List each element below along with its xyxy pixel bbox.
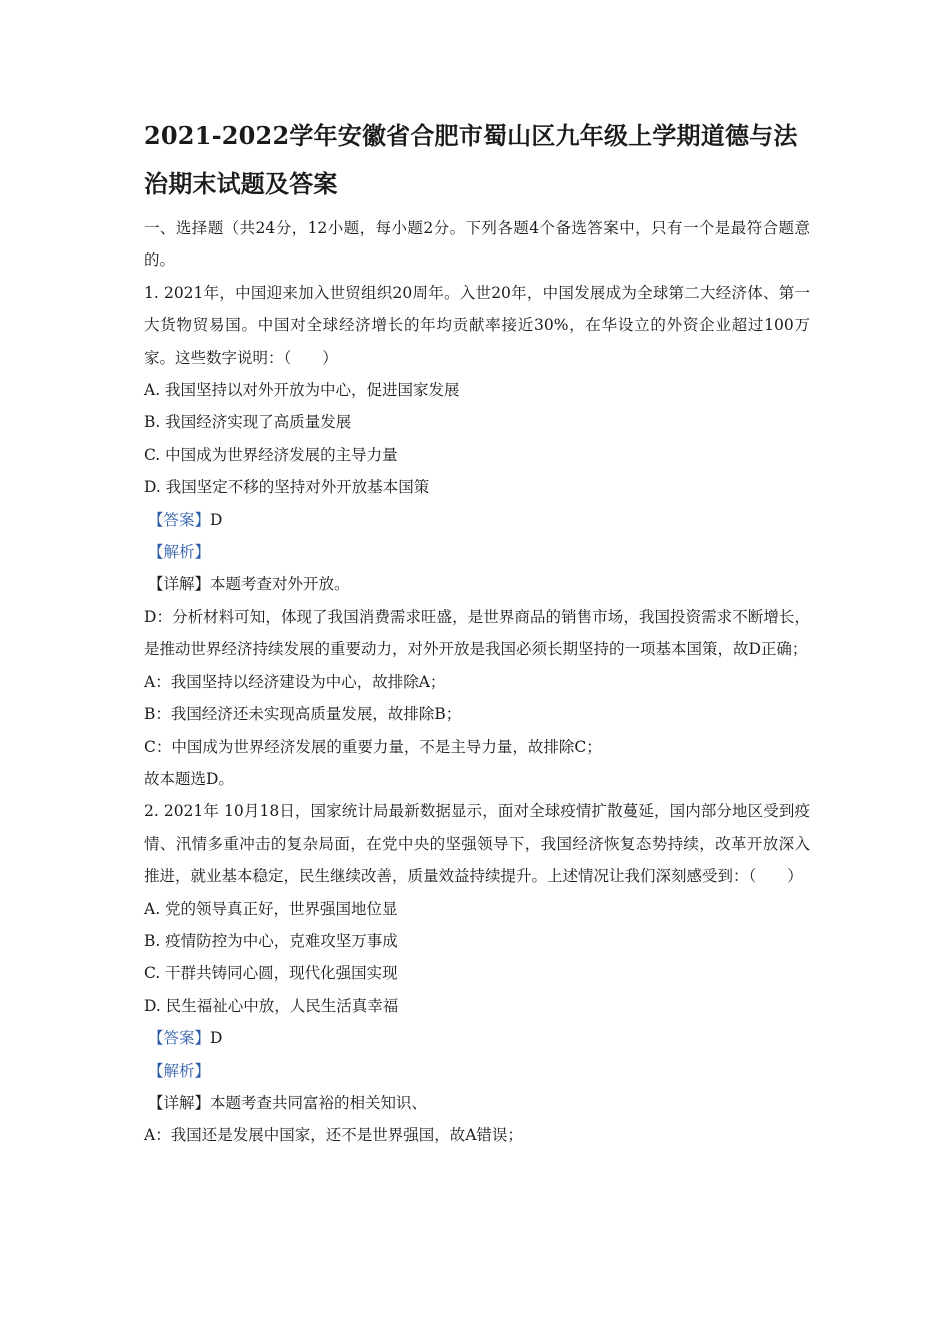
document-page	[144, 112, 810, 1152]
q1-analysis	[144, 536, 810, 568]
q1-option-c: C. 中国成为世界经济发展的主导力量	[144, 445, 398, 464]
q1-explanation-c: C：中国成为世界经济发展的重要力量，不是主导力量，故排除C；	[144, 737, 602, 756]
section-header: 一、选择题（共24分，12小题，每小题2分。下列各题4个备选答案中，只有一个是最符合题意的。	[144, 219, 810, 270]
q2-stem: 2. 2021年 10月18日，国家统计局最新数据显示，面对全球疫情扩散蔓延，国内部分地区受到疫情、汛情多重冲击的复杂局面，在党中央的坚强领导下，我国经济恢复态势持续，改革开放深入推进，就业基本稳定，民生继续改善，质量效益持续提升。上述情况让我们深刻感受到：（ ）	[144, 802, 810, 886]
q2-detail-text: 本题考查共同富裕的相关知识、	[210, 1093, 428, 1112]
q2-option-c: C. 干群共铸同心圆，现代化强国实现	[144, 964, 398, 983]
q2-answer-tag: 【答案】	[148, 1029, 211, 1048]
q1-explanation-a: A：我国坚持以经济建设为中心，故排除A；	[144, 672, 446, 691]
q1-option-b: B. 我国经济实现了高质量发展	[144, 413, 352, 432]
q2-detail	[144, 1087, 810, 1119]
q1-answer	[144, 504, 810, 536]
q1-option-d: D. 我国坚定不移的坚持对外开放基本国策	[144, 478, 430, 497]
q2-answer-value: D	[210, 1029, 223, 1048]
q1-detail-text: 本题考查对外开放。	[210, 575, 350, 594]
q1-analysis-tag: 【解析】	[148, 543, 211, 562]
q1-detail	[144, 568, 810, 600]
q1-option-a: A. 我国坚持以对外开放为中心，促进国家发展	[144, 381, 460, 400]
q2-option-d: D. 民生福祉心中放，人民生活真幸福	[144, 996, 399, 1015]
q1-conclusion: 故本题选D。	[144, 769, 234, 788]
document-title: 2021-2022学年安徽省合肥市蜀山区九年级上学期道德与法治期末试题及答案	[144, 121, 798, 198]
q1-explanation-b: B：我国经济还未实现高质量发展，故排除B；	[144, 705, 462, 724]
q2-analysis	[144, 1055, 810, 1087]
q1-answer-value: D	[210, 510, 223, 529]
q2-option-a: A. 党的领导真正好，世界强国地位显	[144, 899, 398, 918]
q1-answer-tag: 【答案】	[148, 510, 211, 529]
q2-explanation-a: A：我国还是发展中国家，还不是世界强国，故A错误；	[144, 1126, 523, 1145]
q1-explanation-d: D：分析材料可知，体现了我国消费需求旺盛，是世界商品的销售市场，我国投资需求不断增长，是推动世界经济持续发展的重要动力，对外开放是我国必须长期坚持的一项基本国策，故D正确；	[144, 607, 810, 659]
q1-detail-tag: 【详解】	[148, 575, 211, 594]
q2-detail-tag: 【详解】	[148, 1093, 211, 1112]
q1-stem: 1. 2021年，中国迎来加入世贸组织20周年。入世20年，中国发展成为全球第二大经济体、第一大货物贸易国。中国对全球经济增长的年均贡献率接近30%，在华设立的外资企业超过100万家。这些数字说明：（ ）	[144, 283, 810, 367]
q2-option-b: B. 疫情防控为中心，克难攻坚万事成	[144, 931, 398, 950]
q2-analysis-tag: 【解析】	[148, 1061, 211, 1080]
q2-answer	[144, 1022, 810, 1054]
